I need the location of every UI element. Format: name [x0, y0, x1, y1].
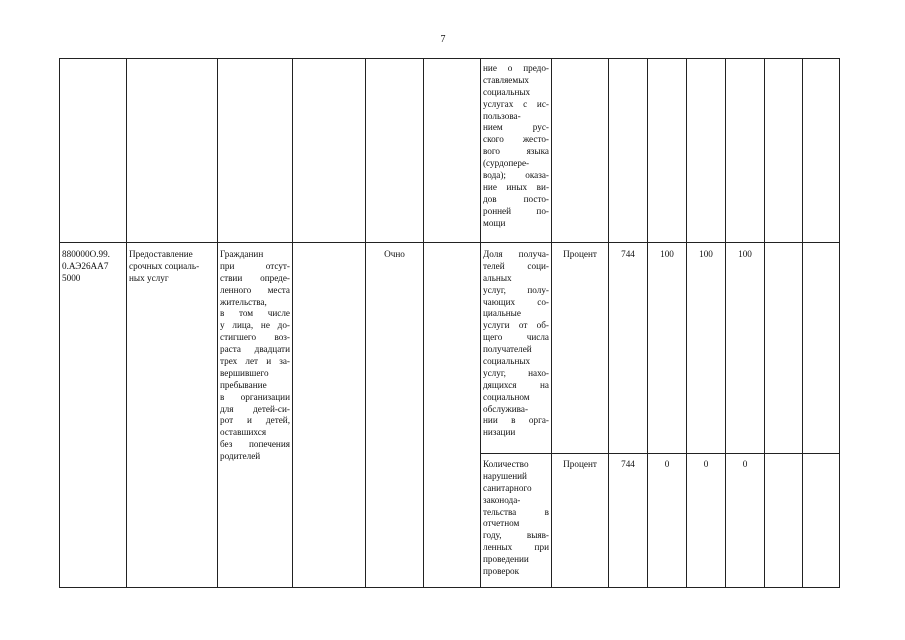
column-divider	[647, 58, 648, 587]
table-border-left	[59, 58, 60, 587]
column-divider	[608, 58, 609, 587]
indicator-name: Количество нарушений санитарного законода- тельства в отчетном году, выяв- ленных при проведении проверок	[483, 459, 549, 577]
column-divider	[126, 58, 127, 587]
table-border-top	[59, 58, 840, 59]
column-divider	[764, 58, 765, 587]
page-number: 7	[440, 34, 446, 45]
column-divider	[217, 58, 218, 587]
indicator-value: 100	[660, 249, 674, 259]
service-form: Очно	[384, 249, 405, 259]
service-name: Предоставление срочных социаль- ных услуг	[129, 249, 200, 283]
table-border-bottom	[59, 587, 840, 588]
indicator-unit: Процент	[563, 459, 597, 469]
row-divider	[480, 453, 840, 454]
indicator-okei-code: 744	[621, 249, 635, 259]
indicator-value: 0	[664, 459, 670, 469]
continuation-description: ние о предо- ставляемых социальных услугах с ис- пользова- нием рус- ского жесто- вого языка (сурдопере- вода); оказа- ние иных ви- дов посто- ронней по- мощи	[483, 63, 549, 228]
column-divider	[480, 58, 481, 587]
row-divider	[59, 242, 840, 243]
indicator-okei-code: 744	[621, 459, 635, 469]
column-divider	[423, 58, 424, 587]
table-border-right	[839, 58, 840, 587]
indicator-value: 0	[742, 459, 748, 469]
indicator-value: 0	[703, 459, 709, 469]
column-divider	[725, 58, 726, 587]
column-divider	[802, 58, 803, 587]
column-divider	[292, 58, 293, 587]
column-divider	[551, 58, 552, 587]
indicator-value: 100	[738, 249, 752, 259]
indicator-unit: Процент	[563, 249, 597, 259]
indicator-name: Доля получа- телей соци- альных услуг, полу- чающих со- циальные услуги от об- щего числа получателей социальных услуг, нахо- дящихся на социальном обслужива- нии в орга- низации	[483, 249, 549, 438]
column-divider	[686, 58, 687, 587]
service-recipients: Гражданин при отсут- ствии опреде- ленного места жительства, в том числе у лица, не до- стигшего воз- раста двадцати трех лет и за- вершившего пребывание в организации для детей-си- рот и детей, оставшихся без попечения родителей	[220, 249, 290, 462]
indicator-value: 100	[699, 249, 713, 259]
service-code: 880000О.99. 0.АЭ26АА7 5000	[62, 249, 110, 283]
column-divider	[365, 58, 366, 587]
